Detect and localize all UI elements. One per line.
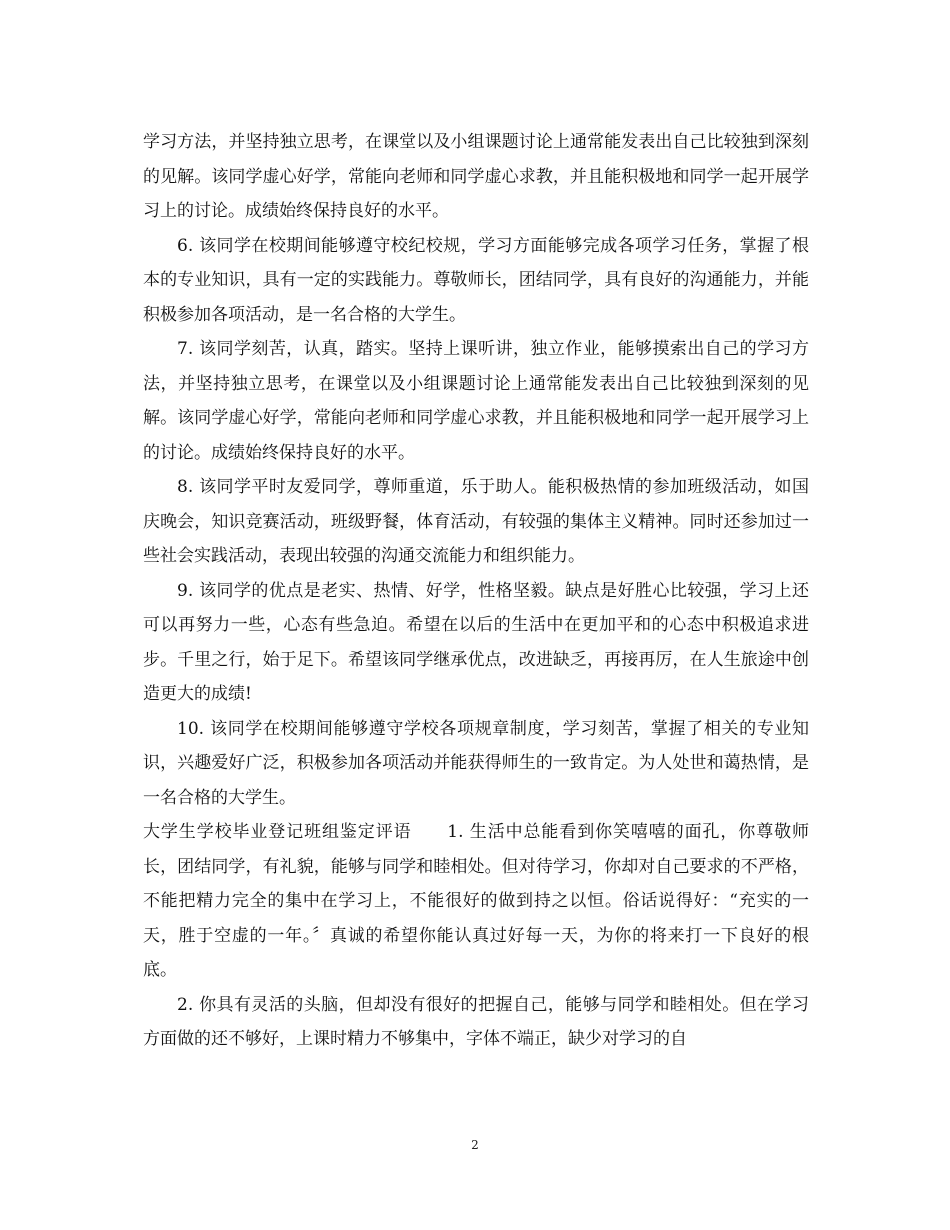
paragraph: 6. 该同学在校期间能够遵守校纪校规，学习方面能够完成各项学习任务，掌握了根本的专业知识，具有一定的实践能力。尊敬师长，团结同学，具有良好的沟通能力，并能积极参加各项活动，是一名合格的大学生。 [143, 235, 809, 325]
paragraph: 大学生学校毕业登记班组鉴定评语 1. 生活中总能看到你笑嘻嘻的面孔，你尊敬师长，团结同学，有礼貌，能够与同学和睦相处。但对待学习，你却对自己要求的不严格，不能把精力完全的集中在学习上，不能很好的做到持之以恒。俗话说得好：“充实的一天，胜于空虚的一年。〞真诚的希望你能认真过好每一天，为你的将来打一下良好的根底。 [143, 822, 809, 980]
paragraph: 2. 你具有灵活的头脑，但却没有很好的把握自己，能够与同学和睦相处。但在学习方面做的还不够好，上课时精力不够集中，字体不端正，缺少对学习的自 [143, 994, 809, 1049]
paragraph: 学习方法，并坚持独立思考，在课堂以及小组课题讨论上通常能发表出自己比较独到深刻的见解。该同学虚心好学，常能向老师和同学虚心求教，并且能积极地和同学一起开展学习上的讨论。成绩始终保持良好的水平。 [143, 132, 809, 221]
paragraph: 10. 该同学在校期间能够遵守学校各项规章制度，学习刻苦，掌握了相关的专业知识，兴趣爱好广泛，积极参加各项活动并能获得师生的一致肯定。为人处世和蔼热情，是一名合格的大学生。 [143, 718, 809, 808]
paragraph: 8. 该同学平时友爱同学，尊师重道，乐于助人。能积极热情的参加班级活动，如国庆晚会，知识竞赛活动，班级野餐，体育活动，有较强的集体主义精神。同时还参加过一些社会实践活动，表现出较强的沟通交流能力和组织能力。 [143, 477, 809, 566]
paragraph: 9. 该同学的优点是老实、热情、好学，性格坚毅。缺点是好胜心比较强，学习上还可以再努力一些，心态有些急迫。希望在以后的生活中在更加平和的心态中积极追求进步。千里之行，始于足下。希望该同学继承优点，改进缺乏，再接再厉，在人生旅途中创造更大的成绩! [143, 580, 809, 704]
document-body [143, 125, 809, 1057]
page-number: 2 [471, 1138, 479, 1152]
paragraph: 7. 该同学刻苦，认真，踏实。坚持上课听讲，独立作业，能够摸索出自己的学习方法，并坚持独立思考，在课堂以及小组课题讨论上通常能发表出自己比较独到深刻的见解。该同学虚心好学，常能向老师和同学虚心求教，并且能积极地和同学一起开展学习上的讨论。成绩始终保持良好的水平。 [143, 339, 809, 463]
